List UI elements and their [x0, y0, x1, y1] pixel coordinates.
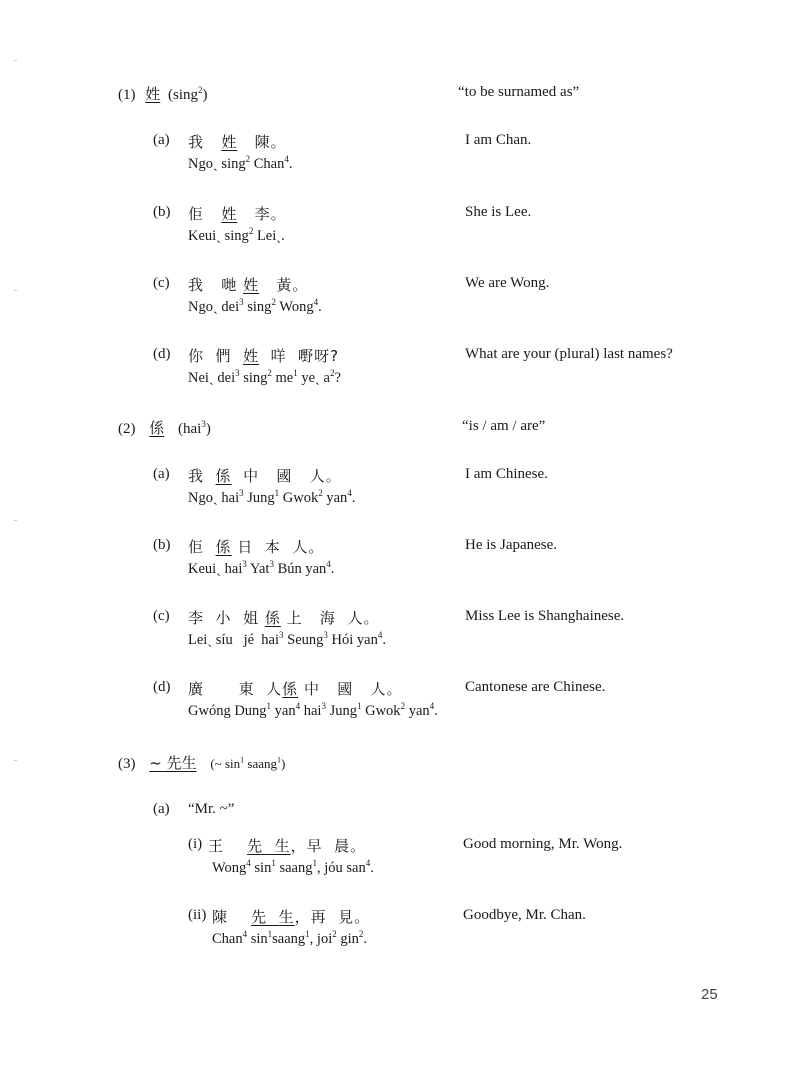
- example-translation: He is Japanese.: [465, 537, 558, 553]
- section-1-heading: (1) 姓 (sing$^2$): [118, 85, 208, 103]
- example-romanization: Wong$^4$ $\sin^1$ saang$^1$, jóu san$^4$.: [212, 858, 374, 876]
- margin-mark: [14, 290, 17, 291]
- example-label: (d): [153, 346, 171, 362]
- example-romanization: Ngoˏ hai$^3$ Jung$^1$ Gwok$^2$ yan$^4$.: [188, 488, 356, 506]
- example-romanization: Neiˏ dei$^3$ sing$^2$ $me^1$ yeˏ $a^2$?: [188, 368, 341, 386]
- example-translation: What are your (plural) last names?: [465, 346, 673, 362]
- example-label: (b): [153, 204, 171, 220]
- example-label: (c): [153, 275, 170, 291]
- example-label: (b): [153, 537, 171, 553]
- section-gloss: “is / am / are”: [462, 418, 546, 434]
- example-romanization: Ngoˏ sing$^2$ Chan$^4$.: [188, 154, 293, 172]
- example-romanization: Chan$^4$ $\sin^1saang^1$, joi$^2$ gin$^2$.: [212, 929, 368, 947]
- section-term-chars: ~ 先生: [149, 754, 197, 772]
- example-translation: Good morning, Mr. Wong.: [463, 836, 623, 852]
- section-term-chars: 係: [149, 419, 165, 437]
- example-chinese: 我 係 中 國 人。: [188, 467, 342, 485]
- example-chinese: 佢 姓 李。: [188, 205, 287, 223]
- section-number: (3): [118, 756, 136, 772]
- section-3-heading: (3) ~ 先生 (~ $\sin^1$ saang$^1$): [118, 754, 286, 772]
- example-romanization: Keuiˏ sing$^2$ Leiˏ.: [188, 226, 285, 244]
- example-romanization: Ngoˏ dei$^3$ sing$^2$ Wong$^4$.: [188, 297, 322, 315]
- example-label: (i): [188, 836, 203, 852]
- example-chinese: 你 們 姓 咩 嘢呀?: [188, 347, 340, 365]
- example-translation: Cantonese are Chinese.: [465, 679, 606, 695]
- margin-mark: [14, 520, 17, 521]
- sub-label: (a): [153, 801, 170, 817]
- example-chinese: 我 哋 姓 黃。: [188, 276, 309, 294]
- sub-gloss: “Mr. ~”: [188, 801, 235, 817]
- example-chinese: 廣 東 人係 中 國 人。: [188, 680, 403, 698]
- example-translation: She is Lee.: [465, 204, 532, 220]
- example-label: (a): [153, 132, 170, 148]
- example-label: (a): [153, 466, 170, 482]
- example-chinese: 我 姓 陳。: [188, 133, 287, 151]
- margin-mark: [14, 60, 17, 61]
- section-gloss: “to be surnamed as”: [458, 84, 580, 100]
- example-label: (c): [153, 608, 170, 624]
- example-translation: I am Chinese.: [465, 466, 548, 482]
- example-chinese: 王 先 生，早 晨。: [208, 837, 367, 855]
- example-romanization: Keuiˏ hai$^3$ Yat$^3$ Bún yan$^4$.: [188, 559, 335, 577]
- example-translation: I am Chan.: [465, 132, 532, 148]
- example-chinese: 佢 係 日 本 人。: [188, 538, 325, 556]
- example-chinese: 陳 先 生，再 見。: [212, 908, 371, 926]
- section-number: (2): [118, 421, 136, 437]
- example-translation: Goodbye, Mr. Chan.: [463, 907, 586, 923]
- example-romanization: Gwóng Dung$^1$ yan$^4$ hai$^3$ Jung$^1$ Gwok$^2$ yan$^4$.: [188, 701, 438, 719]
- section-2-heading: (2) 係 (hai$^3$): [118, 419, 211, 437]
- page-number: 25: [701, 986, 718, 1003]
- example-translation: Miss Lee is Shanghainese.: [465, 608, 625, 624]
- section-term-chars: 姓: [145, 85, 161, 103]
- example-label: (d): [153, 679, 171, 695]
- example-translation: We are Wong.: [465, 275, 550, 291]
- example-chinese: 李 小 姐 係 上 海 人。: [188, 609, 380, 627]
- section-number: (1): [118, 87, 136, 103]
- margin-mark: [14, 760, 17, 761]
- example-romanization: Leiˏ síu jé hai$^3$ Seung$^3$ Hói yan$^4$.: [188, 630, 386, 648]
- example-label: (ii): [188, 907, 207, 923]
